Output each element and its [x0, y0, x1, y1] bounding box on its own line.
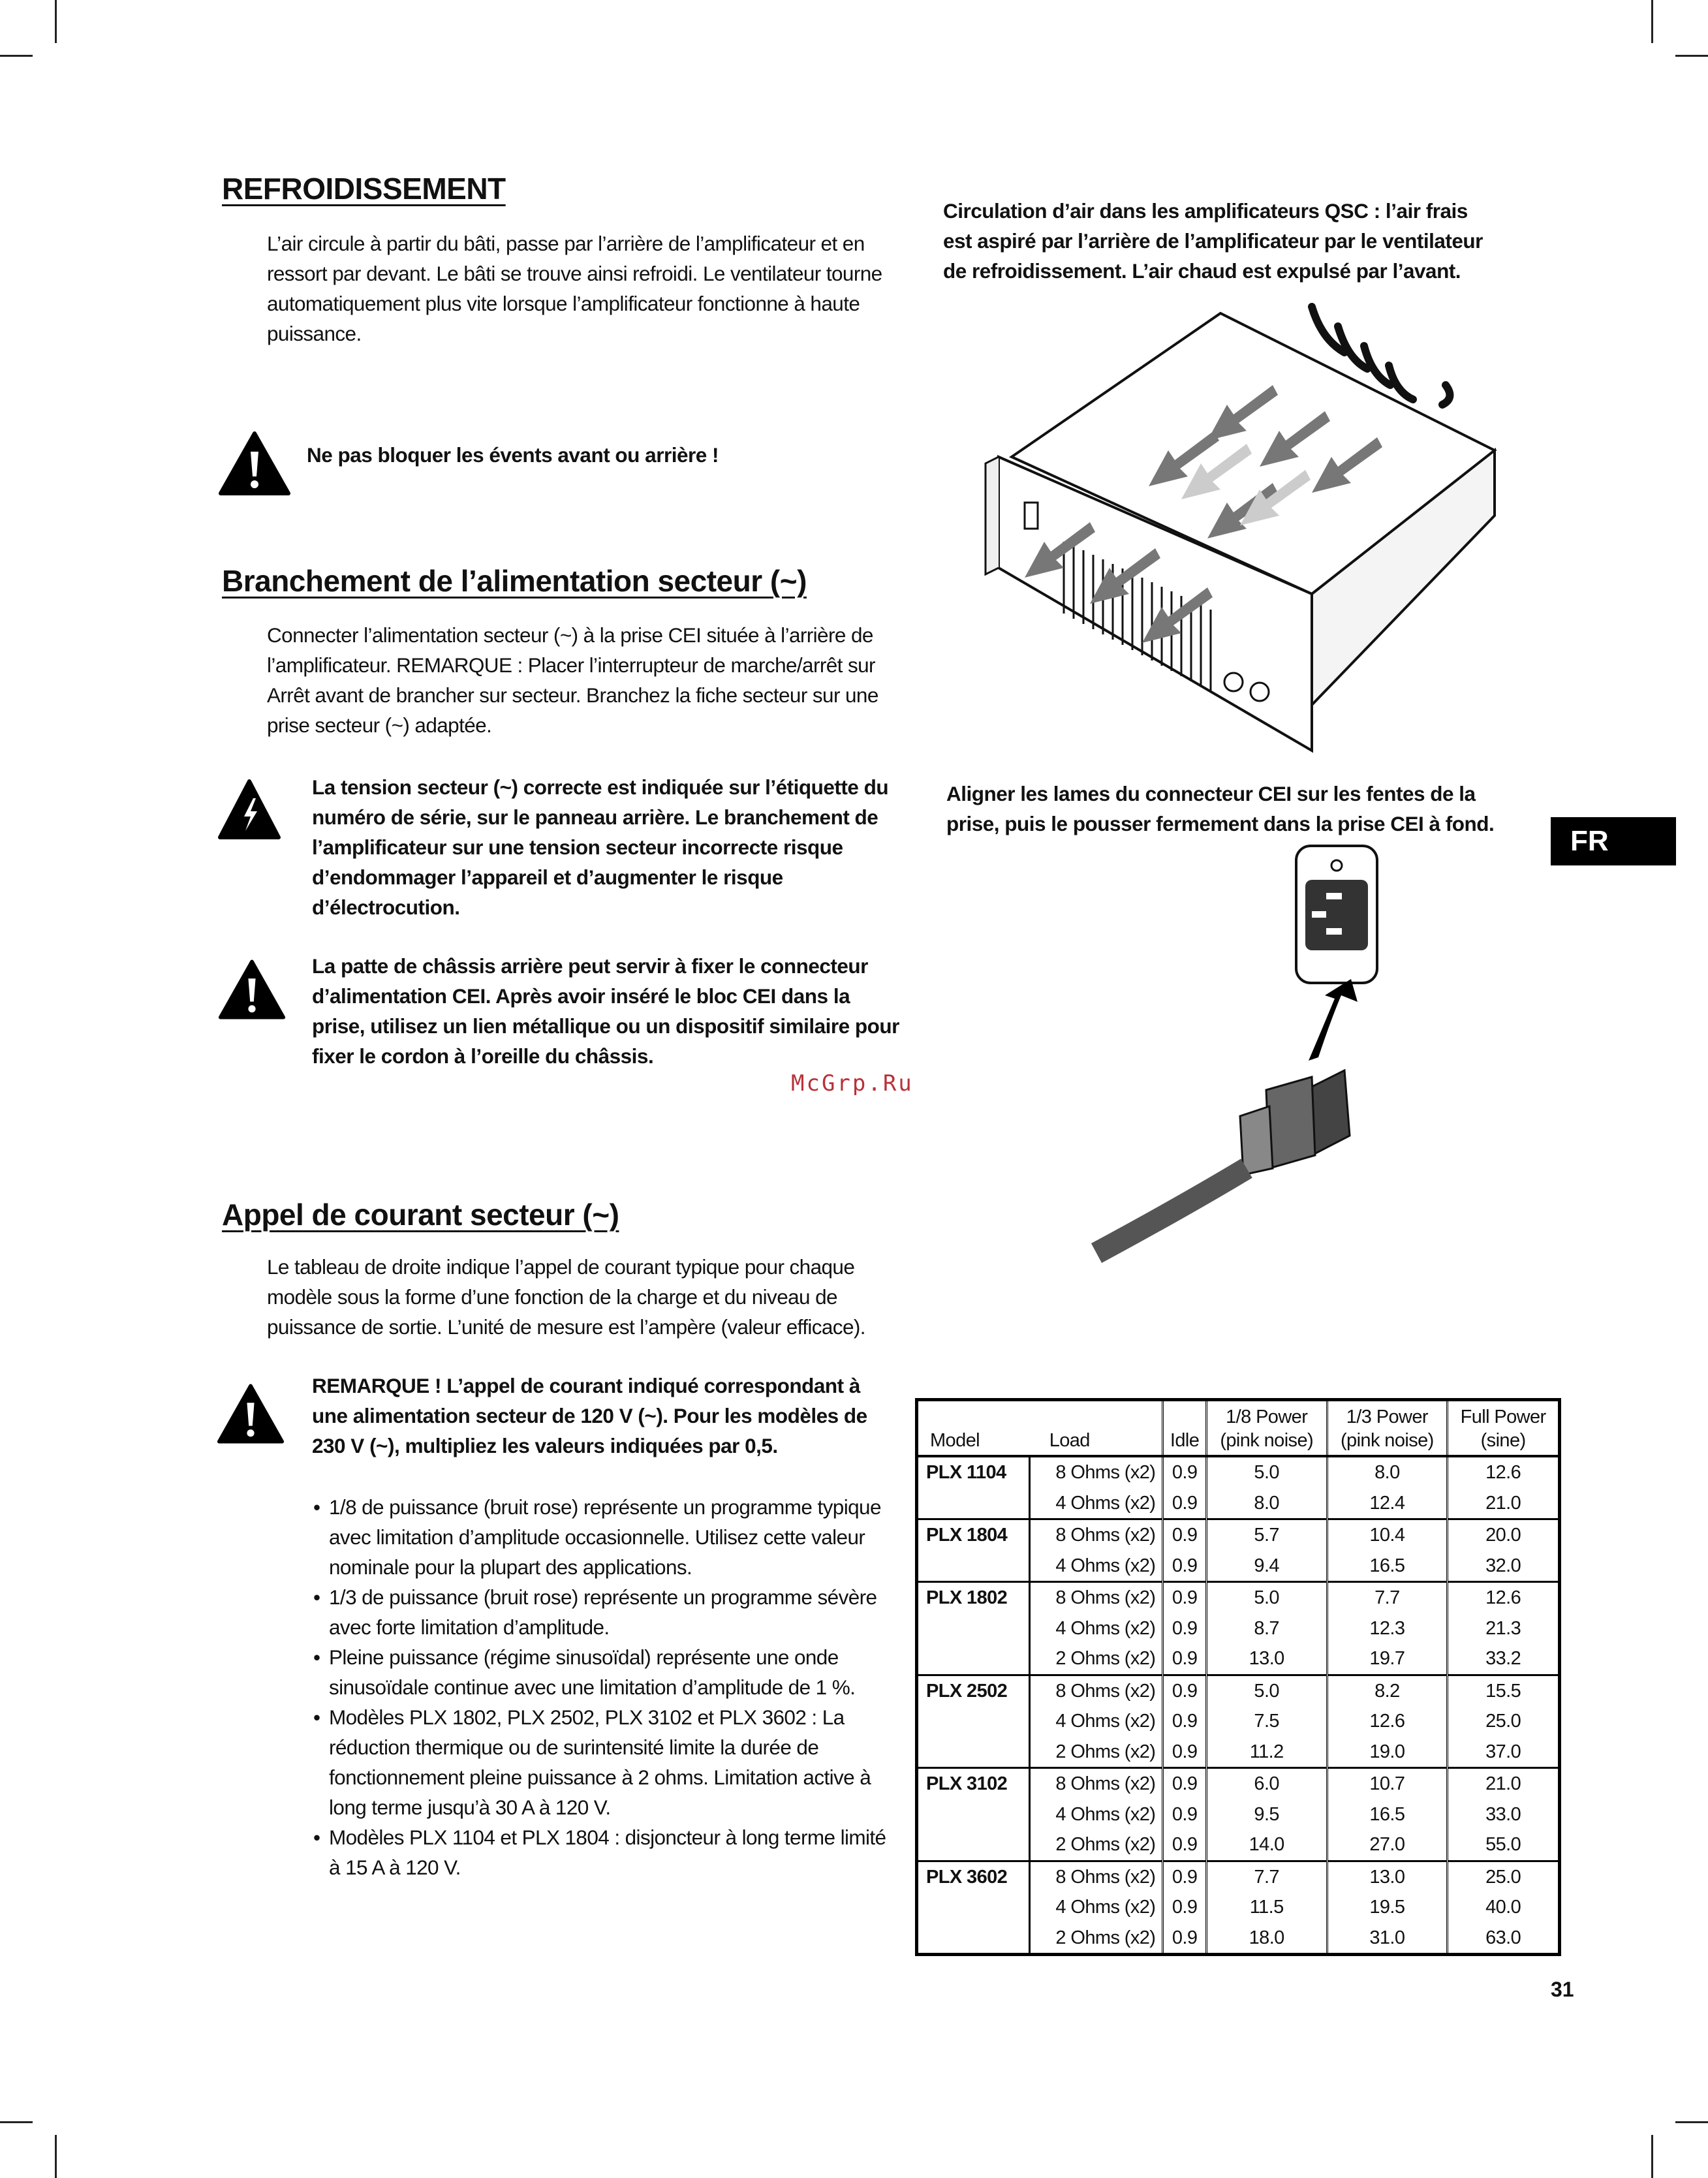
table-cell-load: 2 Ohms (x2)	[1030, 1643, 1163, 1675]
table-cell-load: 8 Ohms (x2)	[1030, 1675, 1163, 1706]
table-cell-idle: 0.9	[1163, 1456, 1207, 1488]
table-row	[917, 1582, 1560, 1613]
table-cell-idle: 0.9	[1163, 1706, 1207, 1737]
cooling-heading: REFROIDISSEMENT	[222, 172, 506, 206]
crop-mark	[1651, 2135, 1653, 2178]
current-paragraph: Le tableau de droite indique l’appel de courant typique pour chaque modèle sous la forme d’une fonction de la charge et du niveau de puissance de sortie. L’unité de mesure est l’ampère (valeur efficace).	[267, 1255, 865, 1339]
crop-mark	[1651, 0, 1653, 43]
table-cell-model: PLX 1804	[917, 1519, 1030, 1582]
table-cell-p8: 8.0	[1206, 1488, 1327, 1519]
current-draw-table	[915, 1398, 1561, 1956]
table-cell-idle: 0.9	[1163, 1582, 1207, 1613]
table-cell-full: 25.0	[1485, 1711, 1521, 1732]
table-cell-p3: 19.7	[1327, 1643, 1448, 1675]
table-cell-load: 8 Ohms (x2)	[1030, 1861, 1163, 1892]
table-cell-load: 8 Ohms (x2)	[1030, 1582, 1163, 1613]
table-cell-idle: 0.9	[1163, 1923, 1207, 1955]
table-cell-idle: 0.9	[1163, 1768, 1207, 1799]
table-cell-p8: 5.0	[1206, 1675, 1327, 1706]
current-heading: Appel de courant secteur (~)	[222, 1198, 619, 1232]
table-cell-full: 25.0	[1448, 1861, 1560, 1892]
table-cell-p8: 13.0	[1206, 1643, 1327, 1675]
table-cell-model: PLX 3102	[917, 1768, 1030, 1861]
table-cell-idle: 0.9	[1163, 1737, 1207, 1768]
table-cell-idle: 0.9	[1163, 1799, 1207, 1830]
table-row	[917, 1519, 1560, 1551]
table-cell-p8: 9.4	[1206, 1551, 1327, 1582]
mains-warning-chassis: La patte de châssis arrière peut servir à fixer le connecteur d’alimentation CEI. Après avoir inséré le bloc CEI dans la prise, utilisez un lien métallique ou un dispositif similaire pour fixer le cordon à l’oreille du châssis.	[312, 954, 899, 1068]
table-cell-full: 32.0	[1485, 1555, 1521, 1576]
table-cell-model: PLX 1104	[917, 1456, 1030, 1519]
list-item: • Modèles PLX 1104 et PLX 1804 : disjoncteur à long terme limité à 15 A à 120 V.	[313, 1822, 901, 1882]
iec-connector-illustration	[1083, 842, 1397, 1273]
crop-mark	[0, 55, 33, 57]
table-cell-p8: 18.0	[1206, 1923, 1327, 1955]
table-cell-p8: 5.0	[1206, 1456, 1327, 1488]
table-cell-idle: 0.9	[1163, 1551, 1207, 1582]
warning-icon	[217, 1381, 285, 1446]
electric-shock-warning-icon	[218, 779, 281, 840]
watermark: McGrp.Ru	[791, 1070, 914, 1097]
table-cell-p8: 8.7	[1206, 1613, 1327, 1644]
crop-mark	[55, 2135, 57, 2178]
col-header-model: Model	[917, 1400, 1030, 1457]
warning-icon	[218, 957, 286, 1022]
table-cell-full: 15.5	[1448, 1675, 1560, 1706]
list-item: • Pleine puissance (régime sinusoïdal) représente une onde sinusoïdale continue avec une limitation d’amplitude de 1 %.	[313, 1642, 901, 1702]
table-cell-full: 21.0	[1485, 1492, 1521, 1514]
col-header-load: Load	[1030, 1400, 1163, 1457]
col-header-idle: Idle	[1163, 1400, 1207, 1457]
table-cell-p8: 14.0	[1206, 1829, 1327, 1861]
table-cell-p8: 9.5	[1206, 1799, 1327, 1830]
table-cell-p3: 8.0	[1327, 1456, 1448, 1488]
table-cell-p8: 5.0	[1206, 1582, 1327, 1613]
table-cell-p3: 31.0	[1327, 1923, 1448, 1955]
table-cell-full: 33.0	[1485, 1803, 1521, 1825]
table-header-row	[917, 1400, 1560, 1457]
list-item: • 1/8 de puissance (bruit rose) représente un programme typique avec limitation d’amplitude occasionnelle. Utilisez cette valeur nominale pour la plupart des applications.	[313, 1492, 901, 1582]
mains-warning-voltage: La tension secteur (~) correcte est indiquée sur l’étiquette du numéro de série, sur le panneau arrière. Le branchement de l’amplificateur sur une tension secteur incorrecte risque d’endommager l’appareil et d’augmenter le risque d’électrocution.	[312, 775, 889, 919]
table-cell-model: PLX 1802	[917, 1582, 1030, 1675]
iec-caption: Aligner les lames du connecteur CEI sur les fentes de la prise, puis le pousser fermement dans la prise CEI à fond.	[946, 782, 1495, 835]
list-item: • 1/3 de puissance (bruit rose) représente un programme sévère avec forte limitation d’amplitude.	[313, 1582, 901, 1642]
table-cell-full: 21.3	[1485, 1617, 1521, 1639]
table-cell-load: 8 Ohms (x2)	[1030, 1519, 1163, 1551]
table-cell-full: 63.0	[1485, 1927, 1521, 1948]
crop-mark	[0, 2121, 33, 2123]
table-cell-p3: 27.0	[1327, 1829, 1448, 1861]
table-cell-load: 4 Ohms (x2)	[1030, 1551, 1163, 1582]
table-cell-idle: 0.9	[1163, 1892, 1207, 1923]
table-cell-idle: 0.9	[1163, 1675, 1207, 1706]
crop-mark	[1675, 55, 1708, 57]
table-cell-load: 2 Ohms (x2)	[1030, 1737, 1163, 1768]
table-cell-full: 55.0	[1485, 1834, 1521, 1855]
cooling-paragraph: L’air circule à partir du bâti, passe par l’arrière de l’amplificateur et en ressort par devant. Le bâti se trouve ainsi refroidi. Le ventilateur tourne automatiquement plus vite lorsque l’amplificateur fonctionne à haute puissance.	[267, 232, 882, 345]
table-cell-p3: 7.7	[1327, 1582, 1448, 1613]
table-cell-p8: 7.5	[1206, 1706, 1327, 1737]
current-notes-list	[313, 1492, 901, 1882]
crop-mark	[1675, 2121, 1708, 2123]
table-cell-p3: 13.0	[1327, 1861, 1448, 1892]
table-cell-idle: 0.9	[1163, 1643, 1207, 1675]
table-row	[917, 1675, 1560, 1706]
table-cell-p8: 6.0	[1206, 1768, 1327, 1799]
table-cell-full: 12.6	[1448, 1582, 1560, 1613]
current-warning-text: REMARQUE ! L’appel de courant indiqué correspondant à une alimentation secteur de 120 V (~). Pour les modèles de 230 V (~), multipliez les valeurs indiquées par 0,5.	[312, 1374, 867, 1457]
table-row	[917, 1456, 1560, 1488]
table-cell-idle: 0.9	[1163, 1861, 1207, 1892]
table-cell-full: 33.2	[1485, 1648, 1521, 1669]
table-cell-full: 20.0	[1448, 1519, 1560, 1551]
table-cell-load: 4 Ohms (x2)	[1030, 1706, 1163, 1737]
col-header-full-power: Full Power (sine)	[1448, 1400, 1560, 1457]
table-cell-p3: 12.6	[1327, 1706, 1448, 1737]
table-cell-full: 37.0	[1485, 1741, 1521, 1762]
table-cell-p3: 19.0	[1327, 1737, 1448, 1768]
table-cell-p8: 11.5	[1206, 1892, 1327, 1923]
table-cell-p8: 5.7	[1206, 1519, 1327, 1551]
table-row	[917, 1768, 1560, 1799]
language-tab: FR	[1551, 817, 1676, 865]
table-cell-model: PLX 2502	[917, 1675, 1030, 1768]
table-cell-load: 2 Ohms (x2)	[1030, 1829, 1163, 1861]
table-cell-p3: 16.5	[1327, 1551, 1448, 1582]
table-cell-load: 8 Ohms (x2)	[1030, 1768, 1163, 1799]
table-cell-full: 40.0	[1485, 1897, 1521, 1918]
table-cell-p3: 19.5	[1327, 1892, 1448, 1923]
table-cell-load: 4 Ohms (x2)	[1030, 1613, 1163, 1644]
table-cell-p8: 7.7	[1206, 1861, 1327, 1892]
table-cell-full: 21.0	[1448, 1768, 1560, 1799]
warning-icon	[218, 431, 291, 496]
table-cell-idle: 0.9	[1163, 1519, 1207, 1551]
table-cell-load: 4 Ohms (x2)	[1030, 1488, 1163, 1519]
table-cell-p3: 10.7	[1327, 1768, 1448, 1799]
mains-paragraph: Connecter l’alimentation secteur (~) à la prise CEI située à l’arrière de l’amplificateur. REMARQUE : Placer l’interrupteur de marche/arrêt sur Arrêt avant de brancher sur secteur. Branchez la fiche secteur sur une prise secteur (~) adaptée.	[267, 623, 878, 737]
amplifier-airflow-illustration	[959, 300, 1527, 770]
col-header-third-power: 1/3 Power (pink noise)	[1327, 1400, 1448, 1457]
table-cell-load: 4 Ohms (x2)	[1030, 1799, 1163, 1830]
table-cell-full: 12.6	[1448, 1456, 1560, 1488]
table-cell-load: 8 Ohms (x2)	[1030, 1456, 1163, 1488]
table-cell-load: 4 Ohms (x2)	[1030, 1892, 1163, 1923]
list-item: • Modèles PLX 1802, PLX 2502, PLX 3102 et PLX 3602 : La réduction thermique ou de surintensité limite la durée de fonctionnement pleine puissance à 2 ohms. Limitation active à long terme jusqu’à 30 A à 120 V.	[313, 1702, 901, 1822]
crop-mark	[55, 0, 57, 43]
page-number: 31	[1551, 1978, 1574, 2001]
cooling-warning-text: Ne pas bloquer les évents avant ou arrière !	[307, 443, 719, 467]
table-cell-p3: 12.4	[1327, 1488, 1448, 1519]
table-cell-idle: 0.9	[1163, 1829, 1207, 1861]
table-cell-idle: 0.9	[1163, 1613, 1207, 1644]
table-cell-model: PLX 3602	[917, 1861, 1030, 1955]
col-header-eighth-power: 1/8 Power (pink noise)	[1206, 1400, 1327, 1457]
airflow-caption: Circulation d’air dans les amplificateurs QSC : l’air frais est aspiré par l’arrière de l’amplificateur par le ventilateur de refroidissement. L’air chaud est expulsé par l’avant.	[943, 199, 1483, 283]
table-cell-idle: 0.9	[1163, 1488, 1207, 1519]
table-cell-p3: 10.4	[1327, 1519, 1448, 1551]
table-cell-load: 2 Ohms (x2)	[1030, 1923, 1163, 1955]
table-row	[917, 1861, 1560, 1892]
table-cell-p3: 8.2	[1327, 1675, 1448, 1706]
mains-heading: Branchement de l’alimentation secteur (~)	[222, 564, 807, 598]
table-cell-p8: 11.2	[1206, 1737, 1327, 1768]
table-cell-p3: 16.5	[1327, 1799, 1448, 1830]
table-cell-p3: 12.3	[1327, 1613, 1448, 1644]
